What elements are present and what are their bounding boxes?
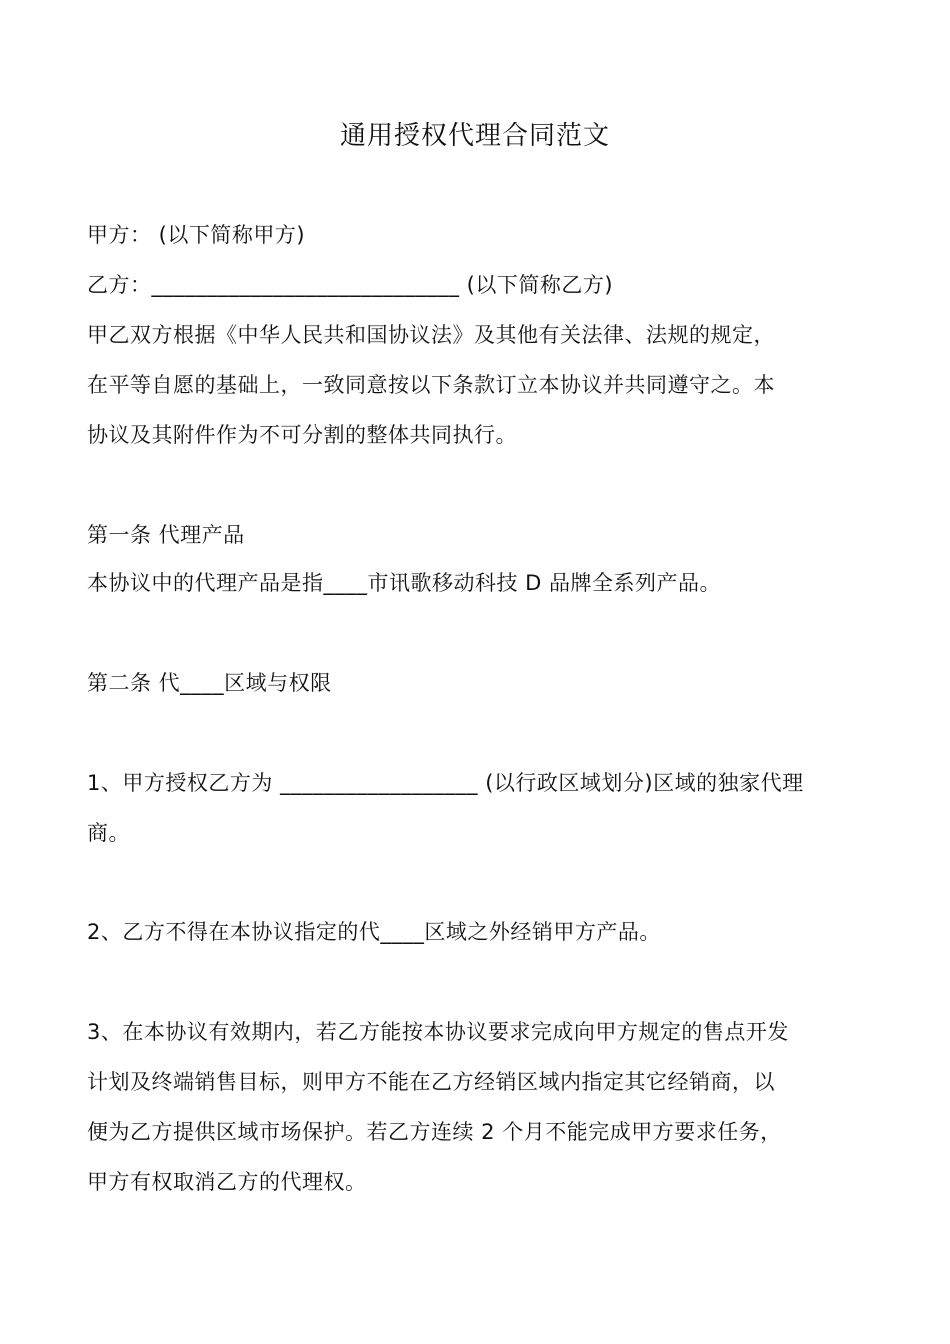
document-title: 通用授权代理合同范文 — [339, 121, 610, 151]
clause-3-line: 便为乙方提供区域市场保护。若乙方连续 2 个月不能完成甲方要求任务， — [87, 1120, 782, 1144]
intro-paragraph-line: 协议及其附件作为不可分割的整体共同执行。 — [87, 423, 517, 447]
clause-3-line: 3、在本协议有效期内，若乙方能按本协议要求完成向甲方规定的售点开发 — [87, 1020, 789, 1044]
clause-2-text: 2、乙方不得在本协议指定的代____区域之外经销甲方产品。 — [87, 920, 661, 944]
clause-1-line: 1、甲方授权乙方为 __________________ (以行政区域划分)区域的独家代理 — [87, 771, 804, 795]
intro-paragraph-line: 在平等自愿的基础上，一致同意按以下条款订立本协议并共同遵守之。本 — [87, 373, 775, 397]
clause-1-line: 商。 — [87, 821, 130, 845]
clause-3-line: 计划及终端销售目标，则甲方不能在乙方经销区域内指定其它经销商，以 — [87, 1070, 775, 1094]
article-2-heading: 第二条 代____区域与权限 — [87, 671, 332, 695]
party-b-line: 乙方：____________________________ (以下简称乙方) — [87, 273, 614, 297]
intro-paragraph-line: 甲乙双方根据《中华人民共和国协议法》及其他有关法律、法规的规定， — [87, 323, 775, 347]
article-1-heading: 第一条 代理产品 — [87, 523, 245, 547]
party-a-line: 甲方： (以下简称甲方) — [87, 223, 306, 247]
clause-3-line: 甲方有权取消乙方的代理权。 — [87, 1170, 367, 1194]
article-1-text: 本协议中的代理产品是指____市讯歌移动科技 D 品牌全系列产品。 — [87, 571, 722, 595]
